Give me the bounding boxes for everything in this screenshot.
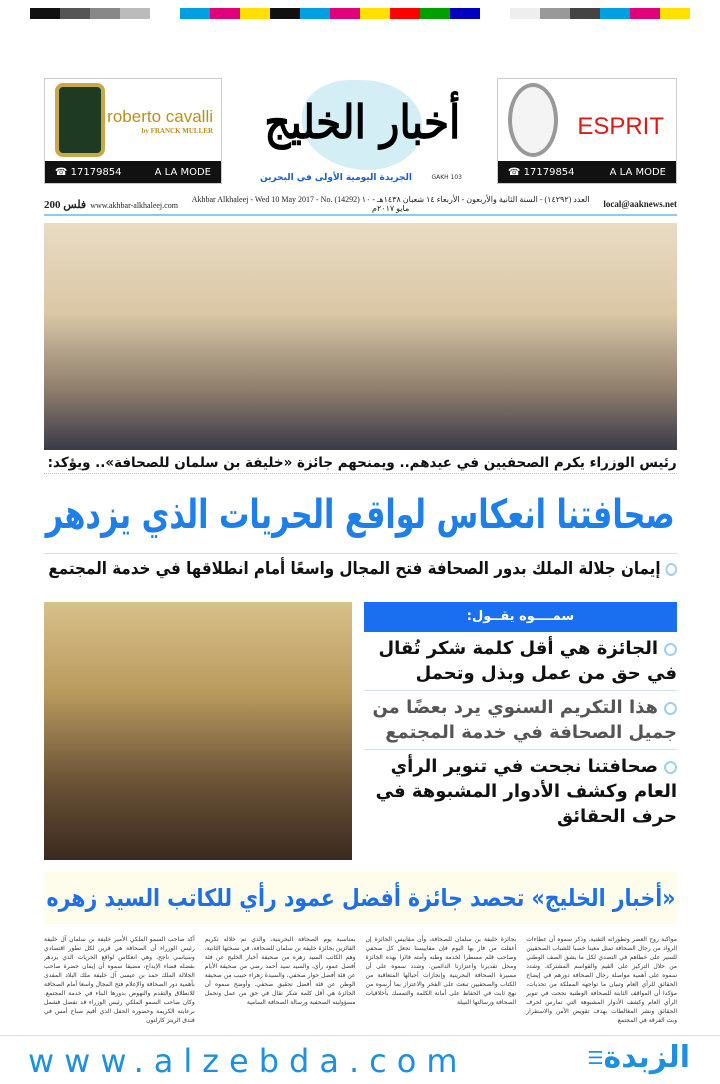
quote-box-header: سمــــوه يقــول: (364, 602, 677, 632)
quote-box (364, 602, 677, 833)
logo-lines-icon: ☰ (587, 1048, 604, 1069)
article-column: بجائزة خليفة بن سلمان للصحافة، وأن مقاييس الجائزة إن أغفلت من فاز بها اليوم فإن مقاييسنا تجعل كل صحفي وصاحب قلم مسطرا لخدمة وطنه وأمته فائزا بهذه الجائزة ومحل تقديرنا واعتزازنا الدائمين. وشدد سموه على أن مسيرة الصحافة البحرينية وإنجازات أجيالها المتعاقبة من الكتاب والصحفيين تبعث على الفخر والاعتزاز بما أرسوه من نهج ثابت في الحفاظ على أمانة الكلمة والتمسك بأخلاقيات الصحافة ورسالتها النبيلة (365, 936, 517, 1006)
masthead-tagline: الجريدة اليومية الأولى في البحرين (259, 173, 412, 183)
kicker-text: إيمان جلالة الملك بدور الصحافة فتح المجال واسعًا أمام انطلاقها في خدمة المجتمع (48, 559, 661, 579)
color-swatch (510, 8, 540, 19)
article-column: مواكبة روح العصر وتطوراته التقنية. وذكر سموه أن عطاءات الرواد من رجال الصحافة تمثل معينا خصبا للشباب الصحفيين للسير على خطاهم في التصدي لكل ما يشق الصف الوطني من خلال التركيز على القيم والقواسم المشتركة. وشدد سموه على أهمية مواصلة رجال الصحافة دورهم في إيضاح الحقائق للرأي العام وتبيان ما تواجهه المملكة من تحديات، مؤكدا أن المواقف الثابتة للصحافة الوطنية نجحت في تنوير الرأي العام وكشف الأدوار المشبوهة التي تمارس لحرف الحقائق ونشر المغالطات بهدف تقويض الأمن والاستقرار وبث الفرقة في المجتمع (526, 936, 677, 1024)
award-banner: «أخبار الخليج» تحصد جائزة أفضل عمود رأي للكاتب السيد زهره (44, 872, 677, 924)
color-swatch (180, 8, 210, 19)
color-swatch (570, 8, 600, 19)
lead-subhead: رئيس الوزراء يكرم الصحفيين في عيدهم.. ويمنحهم جائزة «خليفة بن سلمان للصحافة».. ويؤكد: (44, 453, 677, 474)
edition-en: Akhbar Alkhaleej - Wed 10 May 2017 - No. (14292) (191, 195, 360, 204)
ad-store: A LA MODE (154, 166, 211, 178)
ad-store: A LA MODE (609, 166, 666, 178)
quote-item: هذا التكريم السنوي يرد بعضًا من جميل الصحافة في خدمة المجتمع (364, 691, 677, 750)
alzebda-logo: ☰الزبدة (587, 1040, 690, 1075)
ad-left-roberto-cavalli[interactable] (44, 78, 222, 184)
ad-brand: ESPRIT (577, 113, 664, 140)
watch-image (55, 83, 105, 157)
color-swatch (450, 8, 480, 19)
color-swatch (270, 8, 300, 19)
article-column: أكد صاحب السمو الملكي الأمير خليفة بن سلمان آل خليفة رئيس الوزراء أن الصحافة هي قرين لكل تطور اقتصادي وسياسي ناجح، وهي انعكاس لواقع الحريات الذي يزدهر بفضله فضاء الإبداع، مضيفا سموه أن إيمان حضرة صاحب الجلالة الملك حمد بن عيسى آل خليفة ملك البلاد المفدى بأهمية دور الصحافة والإعلام فتح المجال واسعا أمام الصحافة للانطلاق والتقدم والنهوض بدورها البناء في خدمة المجتمع. وكان صاحب السمو الملكي رئيس الوزراء قد تفضل فشمل برعايته الكريمة وحضوره الحفل الذي أقيم صباح أمس في فندق الريتز كارلتون (44, 936, 195, 1024)
article-column: بمناسبة يوم الصحافة البحرينية، والذي تم خلاله تكريم الفائزين بجائزة خليفة بن سلمان للصحافة، في نسختها الثانية، وهم الكاتب السيد زهره من صحيفة أخبار الخليج عن فئة أفضل عمود رأي، والسيد سيد أحمد رضي من صحيفة الأيام عن فئة أفضل حوار صحفي، والسيدة زهراء حبيب من صحيفة الوطن عن فئة أفضل تحقيق صحفي. وأوضح سموه أن الجائزة هي أقل كلمة شكر تقال في حق من عمل وتحمل مسؤوليته الصحفية ورسالة الصحافة السامية (204, 936, 356, 1006)
color-swatch (120, 8, 150, 19)
color-swatch (30, 8, 60, 19)
quote-item: الجائزة هي أقل كلمة شكر تُقال في حق من عمل وبذل وتحمل (364, 632, 677, 691)
quote-item: صحافتنا نجحت في تنوير الرأي العام وكشف الأدوار المشبوهة في حرف الحقائق (375, 756, 677, 827)
color-swatch (330, 8, 360, 19)
ad-right-esprit[interactable] (497, 78, 677, 184)
bullet-icon (664, 643, 677, 656)
article-body (44, 935, 677, 1027)
masthead-name: أخبار الخليج (264, 95, 461, 149)
color-swatch (150, 8, 180, 19)
ad-by: by FRANCK MULLER (141, 127, 213, 135)
masthead-code: GAKH 103 (431, 174, 462, 181)
color-swatch (210, 8, 240, 19)
color-swatch (420, 8, 450, 19)
price: 200 فلس (44, 198, 87, 211)
dateline (44, 194, 677, 216)
watch-image (508, 83, 558, 157)
color-swatch (390, 8, 420, 19)
ad-phone: ☎ 17179854 (508, 166, 575, 178)
color-swatch (360, 8, 390, 19)
email-link[interactable]: local@aaknews.net (603, 199, 677, 209)
ad-brand: roberto cavalli (107, 107, 213, 126)
color-swatch (480, 8, 510, 19)
color-swatch (660, 8, 690, 19)
bullet-icon (665, 563, 677, 576)
footer-url[interactable]: www.alzebda.com (28, 1042, 468, 1080)
lead-headline: صحافتنا انعكاس لواقع الحريات الذي يزدهر (45, 492, 675, 538)
website-link[interactable]: www.akhbar-alkhaleej.com (90, 200, 178, 210)
edition-ar: العدد (١٤٢٩٢) - السنة الثانية والأربعون - الأربعاء ١٤ شعبان ١٤٣٨هـ - ١٠ مايو ٢٠١٧م (361, 195, 590, 213)
photo-paintings-exhibition (44, 602, 352, 860)
lead-kicker (44, 553, 677, 584)
ad-phone: ☎ 17179854 (55, 166, 122, 178)
color-swatch (90, 8, 120, 19)
color-swatch (630, 8, 660, 19)
lead-photo-award-ceremony (44, 223, 677, 450)
color-swatch (240, 8, 270, 19)
color-swatch (600, 8, 630, 19)
color-swatch (540, 8, 570, 19)
bullet-icon (664, 702, 677, 715)
masthead-logo (259, 75, 462, 190)
bullet-icon (664, 761, 677, 774)
color-registration-bar (30, 8, 690, 19)
color-swatch (60, 8, 90, 19)
color-swatch (300, 8, 330, 19)
